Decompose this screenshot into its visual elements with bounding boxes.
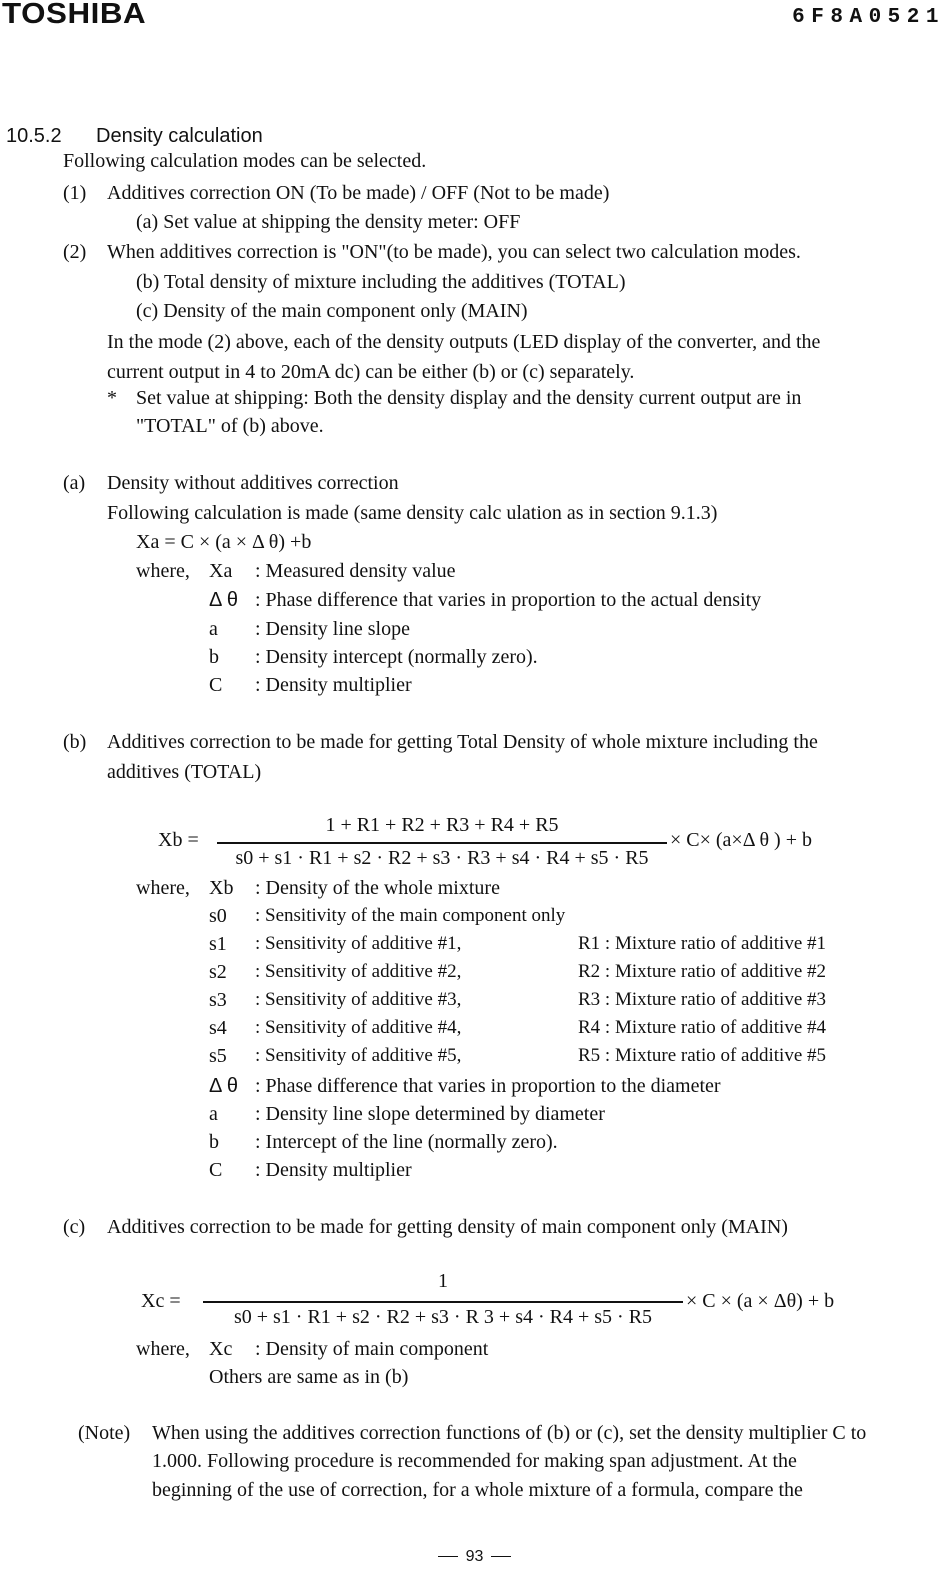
sec-c-others: Others are same as in (b) xyxy=(209,1366,409,1388)
formula-c-lhs: Xc = xyxy=(141,1290,181,1312)
item2-para-line1: In the mode (2) above, each of the density outputs (LED display of the converter, and the xyxy=(107,331,821,353)
sec-a-def-symbol: Δ θ xyxy=(209,589,238,611)
formula-b-fraction-bar xyxy=(217,842,667,844)
formula-b-rhs: × C× (a×Δ θ ) + b xyxy=(670,829,812,851)
sec-b-def-desc: : Phase difference that varies in proportion to the diameter xyxy=(255,1075,721,1097)
item1-sub-a: (a) Set value at shipping the density meter: OFF xyxy=(136,211,521,233)
sec-b-def-desc: : Density line slope determined by diameter xyxy=(255,1103,605,1125)
sec-b-def-desc: : Sensitivity of additive #3, xyxy=(255,989,462,1010)
sec-a-where: where, xyxy=(136,560,190,582)
note-line2: 1.000. Following procedure is recommended for making span adjustment. At the xyxy=(152,1450,797,1472)
page-footer xyxy=(0,1548,949,1566)
sec-a-def-desc: : Density intercept (normally zero). xyxy=(255,646,538,668)
sec-b-def-desc: : Density of the whole mixture xyxy=(255,877,500,899)
sec-b-def-symbol: s5 xyxy=(209,1045,227,1067)
sec-b-def-desc: : Sensitivity of additive #5, xyxy=(255,1045,462,1066)
formula-b-lhs: Xb = xyxy=(158,829,199,851)
sec-b-def-symbol: s4 xyxy=(209,1017,227,1039)
sec-b-def-desc: : Intercept of the line (normally zero). xyxy=(255,1131,558,1153)
note-line3: beginning of the use of correction, for a whole mixture of a formula, compare the xyxy=(152,1479,803,1501)
sec-b-label: (b) xyxy=(63,731,87,753)
sec-b-title-line1: Additives correction to be made for getting Total Density of whole mixture including the xyxy=(107,731,818,753)
sec-a-def-symbol: a xyxy=(209,618,218,640)
intro-text: Following calculation modes can be selected. xyxy=(63,150,427,172)
formula-c-numerator: 1 xyxy=(438,1270,448,1292)
sec-b-def-symbol: s2 xyxy=(209,961,227,983)
section-number: 10.5.2 xyxy=(6,125,62,147)
item2-number: (2) xyxy=(63,241,87,263)
item1-text: Additives correction ON (To be made) / OFF (Not to be made) xyxy=(107,182,610,204)
sec-b-def-desc: : Sensitivity of additive #1, xyxy=(255,933,462,954)
footer-dash-left xyxy=(438,1556,458,1557)
note-line1: When using the additives correction functions of (b) or (c), set the density multiplier C to xyxy=(152,1422,867,1444)
sec-c-where: where, xyxy=(136,1338,190,1360)
sec-b-def-ratio: R5 : Mixture ratio of additive #5 xyxy=(578,1045,827,1066)
sec-b-def-ratio: R4 : Mixture ratio of additive #4 xyxy=(578,1017,827,1038)
sec-c-def-desc: : Density of main component xyxy=(255,1338,489,1360)
formula-c-denominator: s0 + s1 · R1 + s2 · R2 + s3 · R 3 + s4 · R4 + s5 · R5 xyxy=(233,1306,653,1328)
sec-b-title-line2: additives (TOTAL) xyxy=(107,761,262,783)
star-note-line2: "TOTAL" of (b) above. xyxy=(136,415,324,437)
formula-c-rhs: × C × (a × Δθ) + b xyxy=(686,1290,835,1312)
section-title: Density calculation xyxy=(96,125,263,147)
formula-c-fraction-bar xyxy=(203,1301,683,1303)
sec-b-def-desc: : Density multiplier xyxy=(255,1159,412,1181)
page-number: 93 xyxy=(465,1548,484,1565)
sec-b-def-symbol: s1 xyxy=(209,933,227,955)
sec-a-title: Density without additives correction xyxy=(107,472,399,494)
sec-b-def-symbol: Xb xyxy=(209,877,234,899)
section-heading xyxy=(6,125,263,148)
footer-dash-right xyxy=(491,1556,511,1557)
sec-b-def-symbol: Δ θ xyxy=(209,1075,238,1097)
sec-a-def-desc: : Phase difference that varies in proportion to the actual density xyxy=(255,589,762,611)
sec-b-def-desc: : Sensitivity of the main component only xyxy=(255,905,566,926)
sec-b-def-ratio: R2 : Mixture ratio of additive #2 xyxy=(578,961,827,982)
sec-c-title: Additives correction to be made for getting density of main component only (MAIN) xyxy=(107,1216,788,1238)
item2-sub-b: (b) Total density of mixture including the additives (TOTAL) xyxy=(136,271,626,293)
item2-sub-c: (c) Density of the main component only (MAIN) xyxy=(136,300,528,322)
sec-a-def-symbol: b xyxy=(209,646,219,668)
sec-b-def-symbol: C xyxy=(209,1159,223,1181)
sec-a-label: (a) xyxy=(63,472,86,494)
toshiba-logo: TOSHIBA xyxy=(2,0,147,30)
sec-c-label: (c) xyxy=(63,1216,86,1238)
item2-text: When additives correction is "ON"(to be made), you can select two calculation modes. xyxy=(107,241,801,263)
sec-a-def-symbol: C xyxy=(209,674,223,696)
formula-b-denominator: s0 + s1 · R1 + s2 · R2 + s3 · R3 + s4 · R4 + s5 · R5 xyxy=(235,847,649,869)
sec-b-def-desc: : Sensitivity of additive #4, xyxy=(255,1017,462,1038)
item1-number: (1) xyxy=(63,182,87,204)
item2-para-line2: current output in 4 to 20mA dc) can be either (b) or (c) separately. xyxy=(107,361,635,383)
star-note-line1: Set value at shipping: Both the density display and the density current output are in xyxy=(136,387,802,409)
note-label: (Note) xyxy=(78,1422,131,1444)
sec-c-def-symbol: Xc xyxy=(209,1338,233,1360)
sec-a-def-desc: : Measured density value xyxy=(255,560,456,582)
sec-a-formula: Xa = C × (a × Δ θ) +b xyxy=(136,531,312,553)
sec-b-where: where, xyxy=(136,877,190,899)
document-number: 6F8A0521 xyxy=(792,6,945,29)
sec-a-def-desc: : Density multiplier xyxy=(255,674,412,696)
formula-b-numerator: 1 + R1 + R2 + R3 + R4 + R5 xyxy=(325,814,559,836)
sec-a-description: Following calculation is made (same density calc ulation as in section 9.1.3) xyxy=(107,502,718,524)
star-note-mark: * xyxy=(107,387,117,409)
sec-b-def-symbol: s3 xyxy=(209,989,227,1011)
sec-a-def-desc: : Density line slope xyxy=(255,618,410,640)
sec-b-def-desc: : Sensitivity of additive #2, xyxy=(255,961,462,982)
sec-b-def-symbol: a xyxy=(209,1103,218,1125)
sec-b-def-symbol: b xyxy=(209,1131,219,1153)
sec-b-def-ratio: R3 : Mixture ratio of additive #3 xyxy=(578,989,827,1010)
sec-a-def-symbol: Xa xyxy=(209,560,233,582)
sec-b-def-ratio: R1 : Mixture ratio of additive #1 xyxy=(578,933,827,954)
sec-b-def-symbol: s0 xyxy=(209,905,227,927)
